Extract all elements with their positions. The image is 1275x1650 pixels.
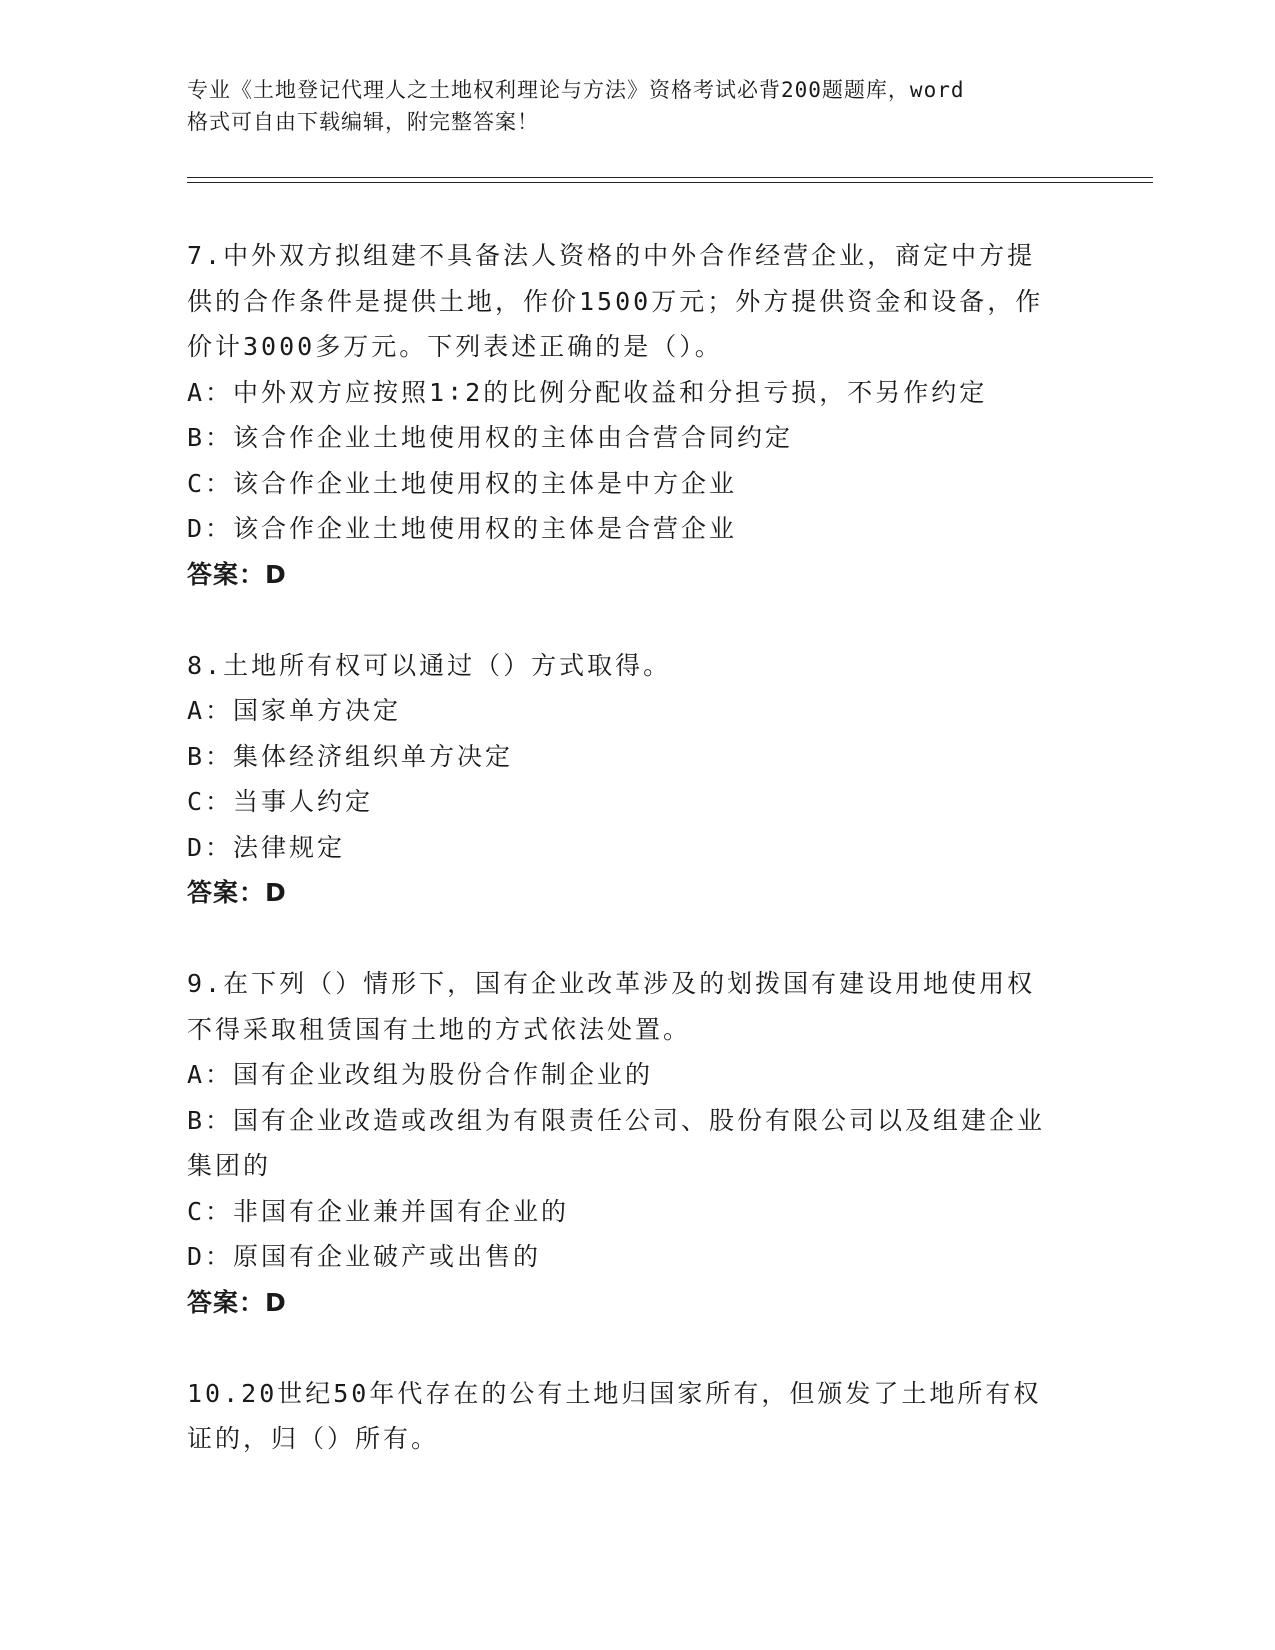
question-9-stem-line-1: 9.在下列（）情形下，国有企业改革涉及的划拨国有建设用地使用权 <box>187 969 1036 998</box>
question-10-stem-line-1: 10.20世纪50年代存在的公有土地归国家所有，但颁发了土地所有权 <box>187 1378 1042 1408</box>
question-7-option-a: A：中外双方应按照1∶2的比例分配收益和分担亏损，不另作约定 <box>187 377 988 407</box>
question-8-option-d: D：法律规定 <box>187 832 346 862</box>
header-line-1: 专业《土地登记代理人之土地权利理论与方法》资格考试必背200题题库，word <box>187 78 965 102</box>
question-8-option-c: C：当事人约定 <box>187 787 374 816</box>
question-7-stem-line-1: 7.中外双方拟组建不具备法人资格的中外合作经营企业，商定中方提 <box>187 241 1036 270</box>
header-divider-bottom <box>187 182 1153 183</box>
question-7-option-c: C：该合作企业土地使用权的主体是中方企业 <box>187 468 738 498</box>
question-7 <box>187 233 1087 597</box>
question-9-option-c: C：非国有企业兼并国有企业的 <box>187 1196 570 1226</box>
question-list <box>187 233 1087 1462</box>
question-9-option-b-cont: 集团的 <box>187 1151 272 1180</box>
question-8-option-b: B：集体经济组织单方决定 <box>187 741 514 771</box>
question-7-answer: 答案：D <box>187 559 287 589</box>
question-10 <box>187 1371 1087 1462</box>
question-9-stem-line-2: 不得采取租赁国有土地的方式依法处置。 <box>187 1014 692 1044</box>
question-9-answer: 答案：D <box>187 1287 287 1317</box>
question-spacer <box>187 1325 1087 1371</box>
question-10-stem-line-2: 证的，归（）所有。 <box>187 1424 440 1453</box>
question-9-option-b: B：国有企业改造或改组为有限责任公司、股份有限公司以及组建企业 <box>187 1105 1046 1135</box>
question-8-stem-line-1: 8.土地所有权可以通过（）方式取得。 <box>187 650 672 680</box>
question-7-option-d: D：该合作企业土地使用权的主体是合营企业 <box>187 514 738 543</box>
question-7-option-b: B：该合作企业土地使用权的主体由合营合同约定 <box>187 423 794 452</box>
header-divider-top <box>187 177 1153 178</box>
question-9-option-a: A：国有企业改组为股份合作制企业的 <box>187 1060 654 1089</box>
question-8 <box>187 643 1087 916</box>
question-7-stem-line-3: 价计3000多万元。下列表述正确的是（）。 <box>187 332 723 361</box>
question-spacer <box>187 916 1087 962</box>
question-8-answer: 答案：D <box>187 878 287 907</box>
header-line-2: 格式可自由下载编辑，附完整答案！ <box>187 110 539 134</box>
document-header <box>187 74 1087 138</box>
question-spacer <box>187 597 1087 643</box>
question-9-option-d: D：原国有企业破产或出售的 <box>187 1242 542 1271</box>
question-8-option-a: A：国家单方决定 <box>187 696 402 725</box>
question-7-stem-line-2: 供的合作条件是提供土地，作价1500万元；外方提供资金和设备，作 <box>187 286 1044 316</box>
question-9 <box>187 961 1087 1325</box>
